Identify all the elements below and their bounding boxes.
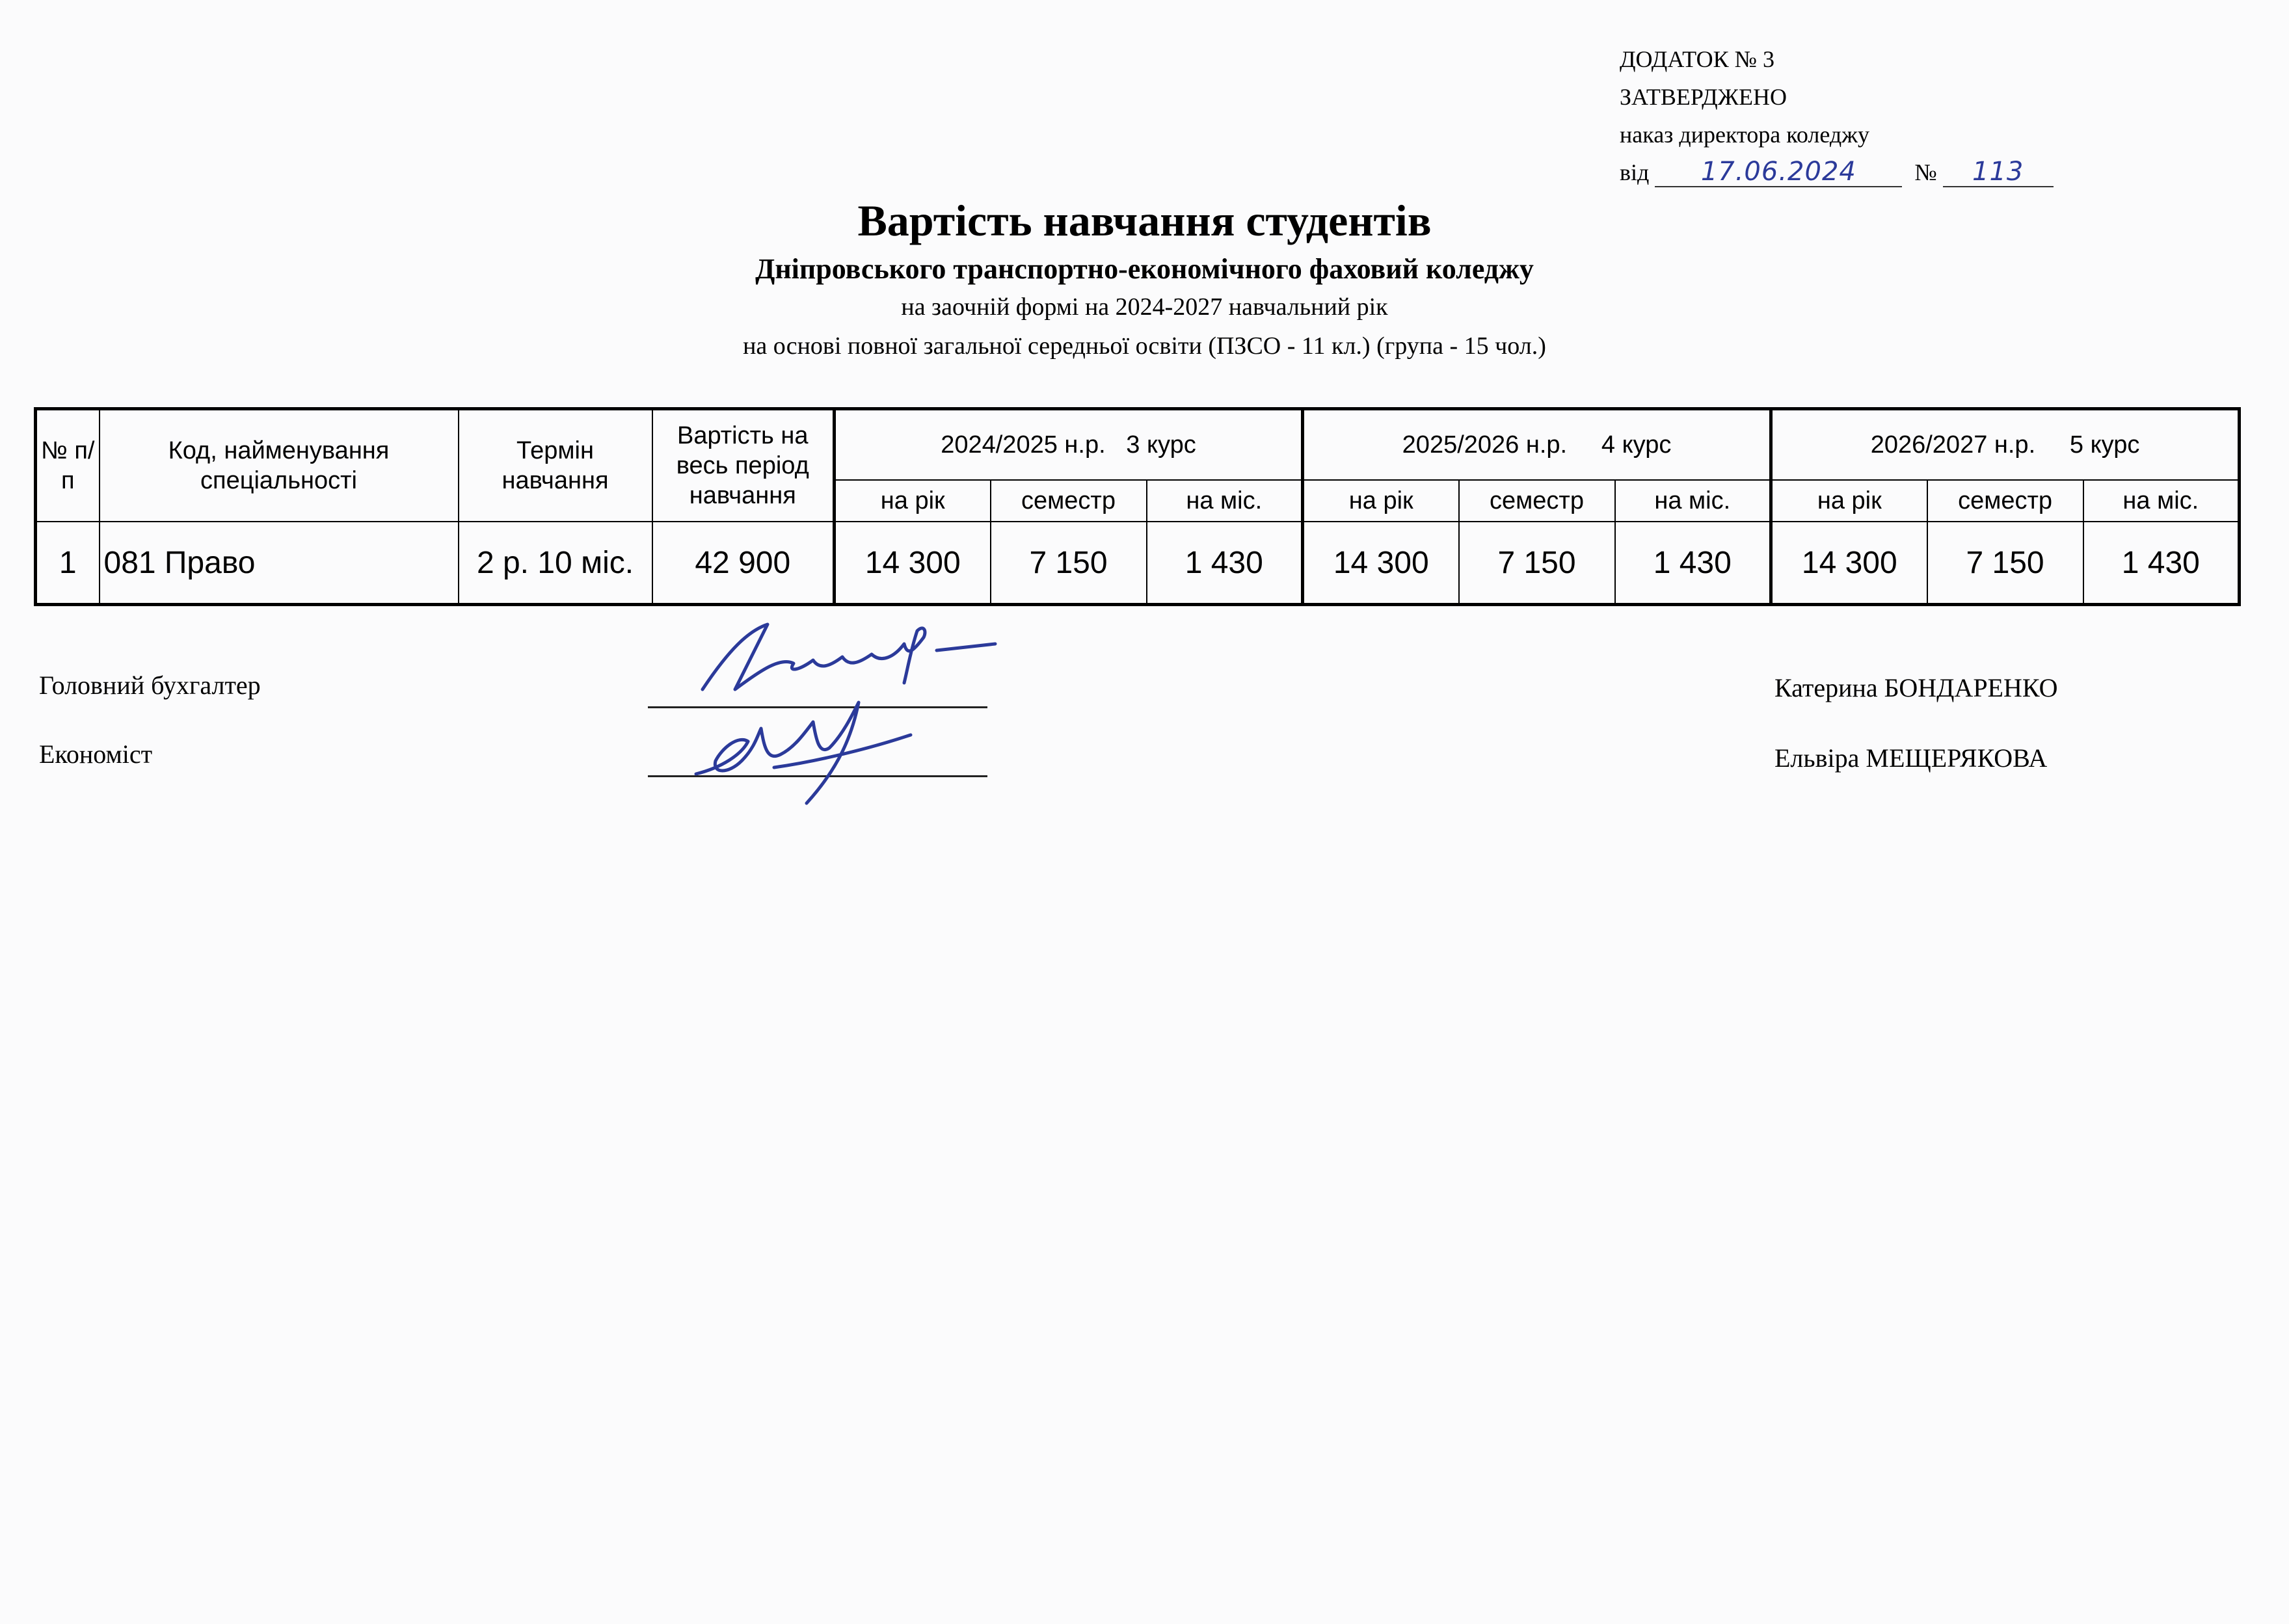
row-term: 2 р. 10 міс. (459, 522, 652, 605)
college-name: Дніпровського транспортно-економічного фаховий коледжу (755, 253, 1534, 285)
row-p3-month: 1 430 (2083, 522, 2240, 605)
table-row (36, 522, 2240, 605)
order-number: 113 (1943, 157, 2054, 187)
header-total-cost: Вартість на весь період навчання (652, 409, 835, 522)
header-period-2024-2025: 2024/2025 н.р. 3 курс (835, 409, 1303, 481)
row-p3-year: 14 300 (1771, 522, 1927, 605)
subheader-semester: семестр (991, 480, 1147, 522)
subheader-year: на рік (835, 480, 991, 522)
subheader-semester: семестр (1459, 480, 1615, 522)
row-p1-semester: 7 150 (991, 522, 1147, 605)
row-specialty: 081 Право (100, 522, 459, 605)
economist-signature (676, 689, 989, 813)
approved-label: ЗАТВЕРДЖЕНО (1620, 84, 1787, 110)
subheader-year: на рік (1771, 480, 1927, 522)
row-p2-month: 1 430 (1615, 522, 1771, 605)
economist-name: Ельвіра МЕЩЕРЯКОВА (1774, 743, 2048, 773)
appendix-label: ДОДАТОК № 3 (1620, 46, 1775, 72)
row-total-cost: 42 900 (652, 522, 835, 605)
subheader-month: на міс. (1615, 480, 1771, 522)
tuition-fees-table (34, 407, 2241, 606)
row-p2-year: 14 300 (1303, 522, 1459, 605)
header-period-2025-2026: 2025/2026 н.р. 4 курс (1303, 409, 1771, 481)
subheader-year: на рік (1303, 480, 1459, 522)
order-date: 17.06.2024 (1655, 157, 1902, 187)
education-basis-line: на основі повної загальної середньої освіти (ПЗСО - 11 кл.) (група - 15 чол.) (743, 332, 1546, 360)
row-p3-semester: 7 150 (1927, 522, 2083, 605)
approval-block (1620, 40, 2054, 191)
row-p2-semester: 7 150 (1459, 522, 1615, 605)
chief-accountant-label: Головний бухгалтер (39, 671, 261, 700)
order-label: наказ директора коледжу (1620, 122, 1870, 148)
date-prefix: від (1620, 159, 1650, 185)
subheader-month: на міс. (2083, 480, 2240, 522)
header-term: Термін навчання (459, 409, 652, 522)
header-row (36, 409, 2240, 481)
order-date-number (1620, 153, 2054, 191)
document-title: Вартість навчання студентів (857, 196, 1432, 245)
header-number: № п/п (36, 409, 100, 522)
header-period-2026-2027: 2026/2027 н.р. 5 курс (1771, 409, 2240, 481)
row-p1-month: 1 430 (1147, 522, 1303, 605)
number-prefix: № (1914, 159, 1937, 185)
row-p1-year: 14 300 (835, 522, 991, 605)
study-form-line: на заочній формі на 2024-2027 навчальний рік (901, 293, 1388, 321)
row-number: 1 (36, 522, 100, 605)
chief-accountant-name: Катерина БОНДАРЕНКО (1774, 673, 2058, 702)
subheader-semester: семестр (1927, 480, 2083, 522)
economist-label: Економіст (39, 739, 153, 769)
header-specialty: Код, найменування спеціальності (100, 409, 459, 522)
subheader-month: на міс. (1147, 480, 1303, 522)
